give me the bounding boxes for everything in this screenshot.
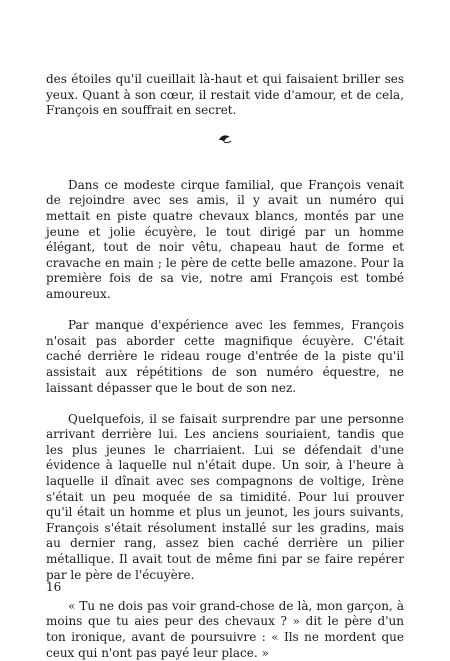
paragraph: Dans ce modeste cirque familial, que François venait de rejoindre avec ses amis, il y avait un numéro qui mettait en piste quatre chevaux blancs, montés par une jeune et jolie écuyère, le tout dirigé par un homme élégant, tout de noir vêtu, chapeau haut de forme et cravache en main ; le père de cette belle amazone. Pour la première fois de sa vie, notre ami François est tombé amoureux.: [46, 177, 404, 301]
leaf-fleuron-icon: [218, 134, 232, 144]
page-body: [46, 72, 404, 661]
section-break: [46, 131, 404, 147]
paragraph: Quelquefois, il se faisait surprendre par une personne arrivant derrière lui. Les anciens souriaient, tandis que les plus jeunes le charriaient. Lui se défendait d'une évidence à laquelle nul n'était dupe. Un soir, à l'heure à laquelle il dînait avec ses compagnons de voltige, Irène s'était un peu moquée de sa timidité. Pour lui prouver qu'il était un homme et plus un jeunot, les jours suivants, François s'était résolument installé sur les gradins, mais au dernier rang, assez bien caché derrière un pilier métallique. Il avait tout de même fini par se faire repérer par le père de l'écuyère.: [46, 411, 404, 582]
page-number: 16: [46, 580, 62, 594]
paragraph: Par manque d'expérience avec les femmes, François n'osait pas aborder cette magnifique écuyère. C'était caché derrière le rideau rouge d'entrée de la piste qu'il assistait aux répétitions de son numéro équestre, ne laissant dépasser que le bout de son nez.: [46, 318, 404, 395]
paragraph-continuation: des étoiles qu'il cueillait là-haut et qui faisaient briller ses yeux. Quant à son cœur, il restait vide d'amour, et de cela, François en souffrait en secret.: [46, 72, 404, 118]
paragraph: « Tu ne dois pas voir grand-chose de là, mon garçon, à moins que tu aies peur des chevaux ? » dit le père d'un ton ironique, avant de poursuivre : « Ils ne mordent que ceux qui n'ont pas payé leur place. »: [46, 598, 404, 660]
